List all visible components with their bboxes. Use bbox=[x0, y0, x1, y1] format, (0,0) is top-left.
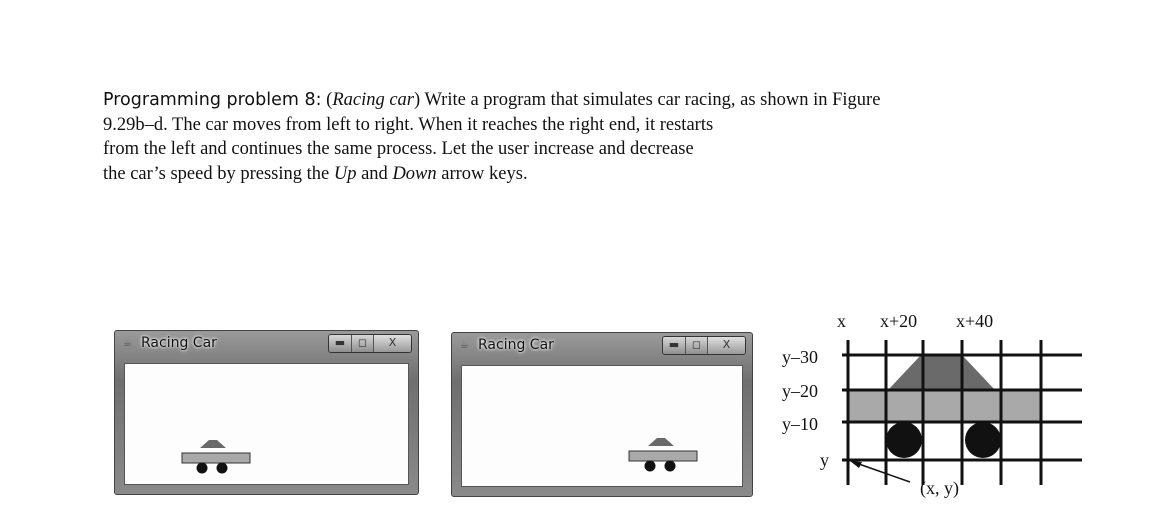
car-roof bbox=[648, 438, 674, 446]
racing-canvas bbox=[124, 363, 409, 485]
y-label-y20: y–20 bbox=[782, 381, 818, 401]
car-wheel-right bbox=[217, 463, 228, 474]
racing-car-window-1 bbox=[114, 330, 419, 495]
window-title: Racing Car bbox=[478, 337, 554, 353]
window-title: Racing Car bbox=[141, 335, 217, 351]
problem-line-3: from the left and continues the same process. Let the user increase and decrease bbox=[103, 139, 694, 159]
close-button[interactable]: X bbox=[707, 337, 745, 354]
car-wheel-left bbox=[197, 463, 208, 474]
problem-line-1-rest: ) Write a program that simulates car racing, as shown in Figure bbox=[414, 90, 881, 110]
origin-arrowhead bbox=[850, 461, 862, 468]
racing-canvas-graphics bbox=[462, 366, 744, 488]
car-body-shape bbox=[848, 390, 1042, 422]
java-icon: ☕ bbox=[460, 340, 469, 351]
car-coordinate-diagram bbox=[770, 300, 1090, 510]
key-down: Down bbox=[392, 163, 437, 184]
minimize-button[interactable]: ▬ bbox=[329, 335, 351, 352]
open-paren: ( bbox=[326, 90, 333, 110]
y-label-y: y bbox=[820, 450, 829, 470]
car-wheel-left bbox=[645, 461, 656, 472]
y-label-y10: y–10 bbox=[782, 414, 818, 434]
problem-statement bbox=[103, 88, 1003, 186]
x-label-x: x bbox=[837, 311, 846, 331]
close-button[interactable]: X bbox=[373, 335, 411, 352]
racing-canvas-graphics bbox=[125, 364, 410, 486]
problem-line-4-c: arrow keys. bbox=[436, 163, 528, 184]
maximize-button[interactable]: ◻ bbox=[685, 337, 707, 354]
x-label-x20: x+20 bbox=[880, 311, 918, 331]
car-wheel-right-shape bbox=[965, 422, 1001, 458]
car-body bbox=[182, 453, 250, 463]
window-controls bbox=[662, 336, 746, 355]
car-body bbox=[629, 451, 697, 461]
problem-title: Racing car bbox=[332, 90, 414, 110]
origin-label: (x, y) bbox=[920, 478, 959, 498]
racing-canvas bbox=[461, 365, 743, 487]
java-icon: ☕ bbox=[123, 338, 132, 349]
racing-car-window-2 bbox=[451, 332, 753, 497]
problem-line-4-b: and bbox=[356, 163, 393, 184]
maximize-button[interactable]: ◻ bbox=[351, 335, 373, 352]
x-label-x40: x+40 bbox=[956, 311, 994, 331]
minimize-button[interactable]: ▬ bbox=[663, 337, 685, 354]
problem-line-4 bbox=[103, 162, 1003, 187]
problem-lead: Programming problem 8: bbox=[103, 90, 322, 110]
window-titlebar[interactable] bbox=[452, 333, 752, 359]
problem-line-2: 9.29b–d. The car moves from left to right. When it reaches the right end, it restarts bbox=[103, 114, 714, 135]
key-up: Up bbox=[333, 163, 357, 184]
problem-line-1 bbox=[103, 88, 1003, 113]
car-wheel-left-shape bbox=[886, 422, 922, 458]
car-wheel-right bbox=[665, 461, 676, 472]
problem-line-4-a: the car’s speed by pressing the bbox=[103, 163, 334, 184]
car-roof-shape bbox=[888, 355, 995, 390]
car-roof bbox=[200, 440, 226, 448]
y-label-y30: y–30 bbox=[782, 347, 818, 367]
window-controls bbox=[328, 334, 412, 353]
origin-arrow bbox=[856, 463, 910, 482]
window-titlebar[interactable] bbox=[115, 331, 418, 357]
